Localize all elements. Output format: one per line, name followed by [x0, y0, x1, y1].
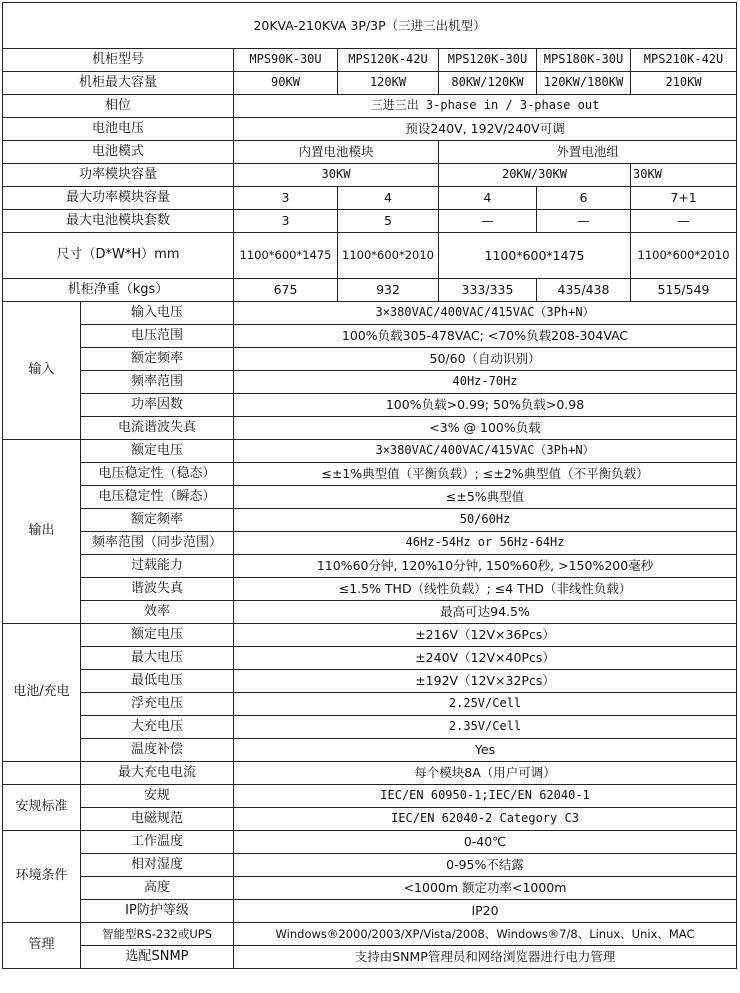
cell-value: 三进三出 3-phase in / 3-phase out	[234, 95, 737, 118]
cell-value: ≤±1%典型值（平衡负载）; ≤±2%典型值（不平衡负载）	[234, 463, 737, 486]
cell-value: ≤±5%典型值	[234, 486, 737, 509]
cell-value: 50/60（自动识别）	[234, 348, 737, 371]
group-row	[3, 348, 737, 371]
cell-value: <1000m 额定功率<1000m	[234, 877, 737, 900]
cell-value: 90KW	[234, 72, 338, 95]
group-row	[3, 440, 737, 463]
row-label: 电流谐波失真	[81, 417, 234, 440]
spec-table	[2, 2, 737, 969]
row-label: 相对湿度	[81, 854, 234, 877]
row-label: 额定频率	[81, 509, 234, 532]
row-power-module	[3, 164, 737, 187]
row-battery-mode	[3, 141, 737, 164]
group-row	[3, 601, 737, 624]
cell-value: 932	[338, 279, 439, 302]
cell-value: 120KW	[338, 72, 439, 95]
cell-value: 最高可达94.5%	[234, 601, 737, 624]
cell-value: 110%60分钟, 120%10分钟, 150%60秒, >150%200毫秒	[234, 555, 737, 578]
cell-value: 333/335	[439, 279, 537, 302]
cell-value: 1100*600*2010	[631, 233, 737, 279]
row-label: 额定电压	[81, 624, 234, 647]
cell-value: 每个模块8A（用户可调）	[234, 762, 737, 785]
row-label: 机柜净重（kgs）	[3, 279, 234, 302]
group-row	[3, 394, 737, 417]
cell-value: IEC/EN 60950-1;IEC/EN 62040-1	[234, 785, 737, 808]
cell-value: 100%负载305-478VAC; <70%负载208-304VAC	[234, 325, 737, 348]
cell-value: 80KW/120KW	[439, 72, 537, 95]
row-label: 尺寸（D*W*H）mm	[3, 233, 234, 279]
row-max-power-modules	[3, 187, 737, 210]
cell-value: ±216V（12V×36Pcs）	[234, 624, 737, 647]
group-label-environment: 环境条件	[3, 831, 81, 923]
row-label: 功率因数	[81, 394, 234, 417]
group-row	[3, 532, 737, 555]
group-row	[3, 923, 737, 946]
cell-value: 30KW	[234, 164, 439, 187]
group-spacer	[3, 762, 81, 785]
row-label: 浮充电压	[81, 693, 234, 716]
cell-value: IEC/EN 62040-2 Category C3	[234, 808, 737, 831]
group-row	[3, 900, 737, 923]
row-label: 最大电压	[81, 647, 234, 670]
cell-value: 1100*600*1475	[234, 233, 338, 279]
row-label: IP防护等级	[81, 900, 234, 923]
group-row	[3, 716, 737, 739]
table-title: 20KVA-210KVA 3P/3P（三进三出机型）	[3, 3, 737, 49]
group-label-output: 输出	[3, 440, 81, 624]
cell-value: 预设240V, 192V/240V可调	[234, 118, 737, 141]
row-label: 最大充电电流	[81, 762, 234, 785]
cell-value: ≤1.5% THD（线性负载）; ≤4 THD（非线性负载）	[234, 578, 737, 601]
group-row	[3, 808, 737, 831]
row-label: 电压稳定性（瞬态）	[81, 486, 234, 509]
group-row	[3, 463, 737, 486]
row-label: 频率范围	[81, 371, 234, 394]
row-label: 额定电压	[81, 440, 234, 463]
cell-value: 120KW/180KW	[537, 72, 631, 95]
cell-value: MPS210K-42U	[631, 49, 737, 72]
cell-value: 30KW	[631, 164, 737, 187]
cell-value: 0-40℃	[234, 831, 737, 854]
row-label: 过载能力	[81, 555, 234, 578]
row-capacity	[3, 72, 737, 95]
cell-value: 3×380VAC/400VAC/415VAC（3Ph+N）	[234, 440, 737, 463]
cell-value: 1100*600*1475	[439, 233, 631, 279]
row-phase	[3, 95, 737, 118]
cell-value: —	[439, 210, 537, 233]
cell-value: 3	[234, 187, 338, 210]
row-label: 最大功率模块容量	[3, 187, 234, 210]
cell-value: ±240V（12V×40Pcs）	[234, 647, 737, 670]
cell-value: —	[537, 210, 631, 233]
group-row	[3, 417, 737, 440]
cell-value: 4	[338, 187, 439, 210]
cell-value: 100%负载>0.99; 50%负载>0.98	[234, 394, 737, 417]
row-label: 谐波失真	[81, 578, 234, 601]
row-label: 智能型RS-232或UPS	[81, 923, 234, 946]
row-label: 功率模块容量	[3, 164, 234, 187]
row-label: 选配SNMP	[81, 946, 234, 969]
cell-value: Yes	[234, 739, 737, 762]
cell-value: 4	[439, 187, 537, 210]
row-label: 电磁规范	[81, 808, 234, 831]
group-row	[3, 854, 737, 877]
row-label: 电池模式	[3, 141, 234, 164]
cell-value: MPS120K-42U	[338, 49, 439, 72]
cell-value: 支持由SNMP管理员和网络浏览器进行电力管理	[234, 946, 737, 969]
cell-value: 6	[537, 187, 631, 210]
cell-value: Windows®2000/2003/XP/Vista/2008、Windows®7/8、Linux、Unix、MAC	[234, 923, 737, 946]
group-row	[3, 762, 737, 785]
row-label: 输入电压	[81, 302, 234, 325]
row-label: 工作温度	[81, 831, 234, 854]
group-row	[3, 509, 737, 532]
cell-value: 5	[338, 210, 439, 233]
row-label: 电池电压	[3, 118, 234, 141]
cell-value: MPS90K-30U	[234, 49, 338, 72]
cell-value: IP20	[234, 900, 737, 923]
group-row	[3, 647, 737, 670]
group-row	[3, 325, 737, 348]
group-row	[3, 371, 737, 394]
group-row	[3, 624, 737, 647]
cell-value: 50/60Hz	[234, 509, 737, 532]
group-label-input: 输入	[3, 302, 81, 440]
row-label: 最大电池模块套数	[3, 210, 234, 233]
group-row	[3, 693, 737, 716]
group-row	[3, 946, 737, 969]
row-label: 高度	[81, 877, 234, 900]
cell-value: 7+1	[631, 187, 737, 210]
group-label-management: 管理	[3, 923, 81, 969]
group-label-battery: 电池/充电	[3, 624, 81, 762]
row-dimensions	[3, 233, 737, 279]
cell-value: —	[631, 210, 737, 233]
group-row	[3, 785, 737, 808]
cell-value: 3×380VAC/400VAC/415VAC（3Ph+N）	[234, 302, 737, 325]
row-label: 大充电压	[81, 716, 234, 739]
cell-value: 675	[234, 279, 338, 302]
group-row	[3, 831, 737, 854]
cell-value: 40Hz-70Hz	[234, 371, 737, 394]
group-row	[3, 302, 737, 325]
row-label: 机柜型号	[3, 49, 234, 72]
cell-value: 2.25V/Cell	[234, 693, 737, 716]
cell-value: 3	[234, 210, 338, 233]
row-label: 相位	[3, 95, 234, 118]
group-row	[3, 555, 737, 578]
cell-value: 内置电池模块	[234, 141, 439, 164]
cell-value: 1100*600*2010	[338, 233, 439, 279]
group-row	[3, 670, 737, 693]
cell-value: <3% @ 100%负载	[234, 417, 737, 440]
row-model	[3, 49, 737, 72]
group-row	[3, 739, 737, 762]
cell-value: 46Hz-54Hz or 56Hz-64Hz	[234, 532, 737, 555]
row-label: 频率范围（同步范围）	[81, 532, 234, 555]
cell-value: ±192V（12V×32Pcs）	[234, 670, 737, 693]
row-battery-voltage	[3, 118, 737, 141]
row-net-weight	[3, 279, 737, 302]
row-label: 额定频率	[81, 348, 234, 371]
cell-value: 435/438	[537, 279, 631, 302]
row-max-battery-modules	[3, 210, 737, 233]
cell-value: 0-95%不结露	[234, 854, 737, 877]
row-label: 温度补偿	[81, 739, 234, 762]
row-label: 安规	[81, 785, 234, 808]
cell-value: 210KW	[631, 72, 737, 95]
cell-value: MPS120K-30U	[439, 49, 537, 72]
cell-value: 2.35V/Cell	[234, 716, 737, 739]
row-label: 效率	[81, 601, 234, 624]
row-label: 电压稳定性（稳态）	[81, 463, 234, 486]
cell-value: 20KW/30KW	[439, 164, 631, 187]
row-label: 最低电压	[81, 670, 234, 693]
cell-value: MPS180K-30U	[537, 49, 631, 72]
row-label: 机柜最大容量	[3, 72, 234, 95]
cell-value: 外置电池组	[439, 141, 737, 164]
group-row	[3, 486, 737, 509]
row-label: 电压范围	[81, 325, 234, 348]
cell-value: 515/549	[631, 279, 737, 302]
group-row	[3, 877, 737, 900]
group-row	[3, 578, 737, 601]
group-label-safety: 安规标准	[3, 785, 81, 831]
